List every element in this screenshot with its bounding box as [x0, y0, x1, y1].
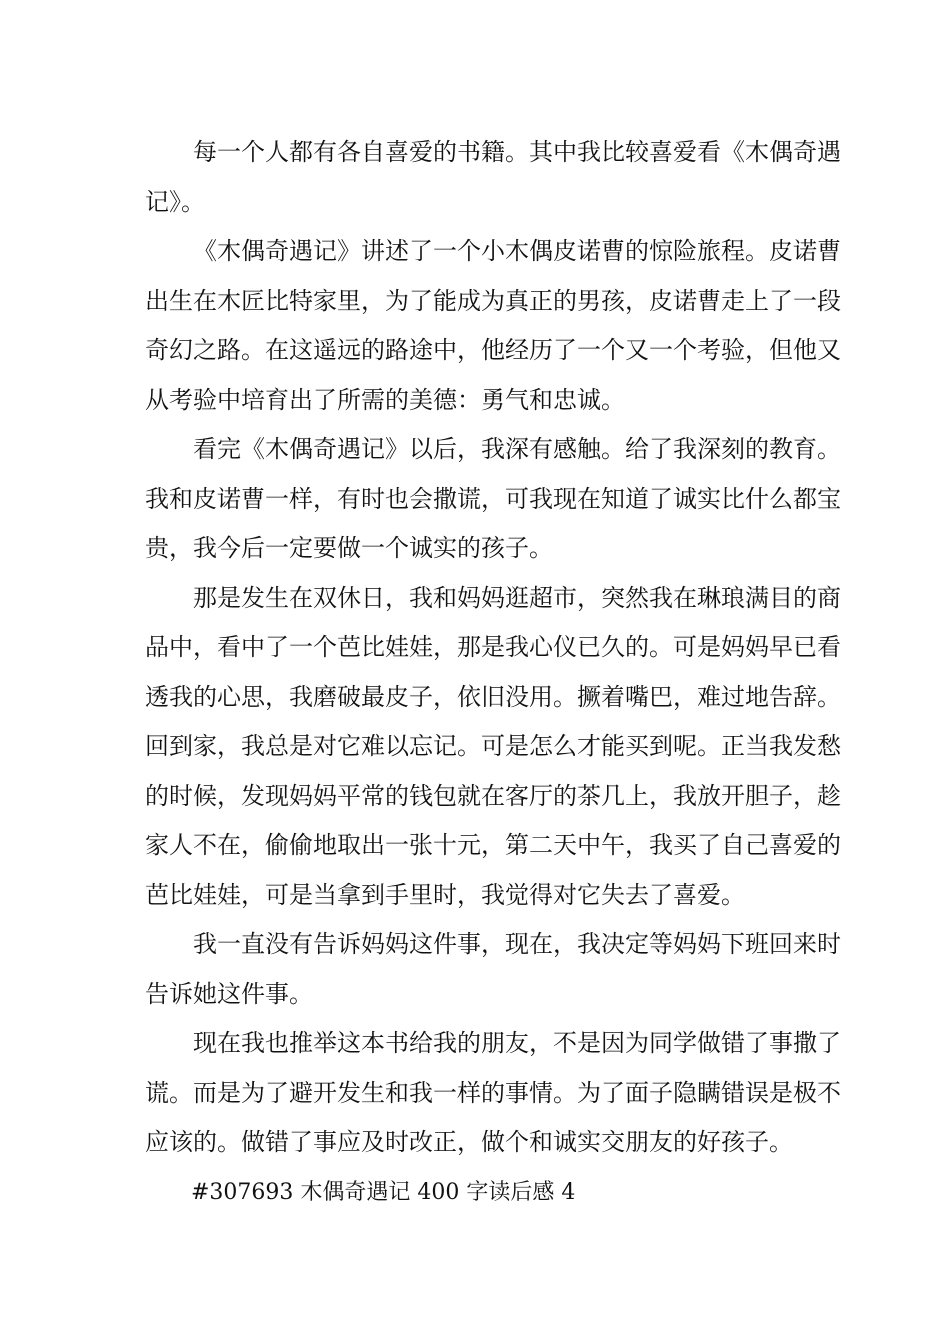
- paragraph-5: [145, 920, 841, 1019]
- text-line: 那是发生在双休日，我和妈妈逛超市，突然我在琳琅满目的商: [193, 583, 841, 612]
- text-line: 每一个人都有各自喜爱的书籍。其中我比较喜爱看《木偶奇遇: [193, 138, 841, 166]
- text-line: 奇幻之路。在这遥远的路途中，他经历了一个又一个考验，但他又: [145, 336, 841, 364]
- text-line: 回到家，我总是对它难以忘记。可是怎么才能买到呢。正当我发愁: [145, 732, 841, 760]
- next-article-title: #307693 木偶奇遇记 400 字读后感 4: [191, 1179, 576, 1205]
- text-line: 品中，看中了一个芭比娃娃，那是我心仪已久的。可是妈妈早已看: [145, 633, 841, 661]
- text-line: 我一直没有告诉妈妈这件事，现在，我决定等妈妈下班回来时: [193, 930, 841, 958]
- text-line: 《木偶奇遇记》讲述了一个小木偶皮诺曹的惊险旅程。皮诺曹: [193, 237, 841, 265]
- paragraph-1: [145, 128, 841, 227]
- text-line: 看完《木偶奇遇记》以后，我深有感触。给了我深刻的教育。: [193, 435, 841, 463]
- text-line: 贵，我今后一定要做一个诚实的孩子。: [145, 534, 553, 562]
- text-line: 透我的心思，我磨破最皮子，依旧没用。撅着嘴巴，难过地告辞。: [145, 682, 841, 711]
- paragraph-4: [145, 574, 841, 921]
- text-line: 记》。: [145, 187, 205, 216]
- text-line: 现在我也推举这本书给我的朋友，不是因为同学做错了事撒了: [193, 1029, 841, 1057]
- text-line: 的时候，发现妈妈平常的钱包就在客厅的茶几上，我放开胆子，趁: [145, 781, 841, 810]
- essay-body: [145, 128, 841, 1217]
- paragraph-2: [145, 227, 841, 425]
- text-line: 从考验中培育出了所需的美德：勇气和忠诚。: [145, 385, 625, 414]
- text-line: 谎。而是为了避开发生和我一样的事情。为了面子隐瞒错误是极不: [145, 1078, 841, 1107]
- paragraph-6: [145, 1019, 841, 1168]
- text-line: 芭比娃娃，可是当拿到手里时，我觉得对它失去了喜爱。: [145, 880, 745, 909]
- text-line: 应该的。做错了事应及时改正，做个和诚实交朋友的好孩子。: [145, 1128, 793, 1156]
- paragraph-3: [145, 425, 841, 574]
- text-line: 出生在木匠比特家里，为了能成为真正的男孩，皮诺曹走上了一段: [145, 286, 841, 315]
- text-line: 我和皮诺曹一样，有时也会撒谎，可我现在知道了诚实比什么都宝: [145, 484, 841, 513]
- text-line: 告诉她这件事。: [145, 979, 313, 1008]
- text-line: 家人不在，偷偷地取出一张十元，第二天中午，我买了自己喜爱的: [145, 831, 841, 859]
